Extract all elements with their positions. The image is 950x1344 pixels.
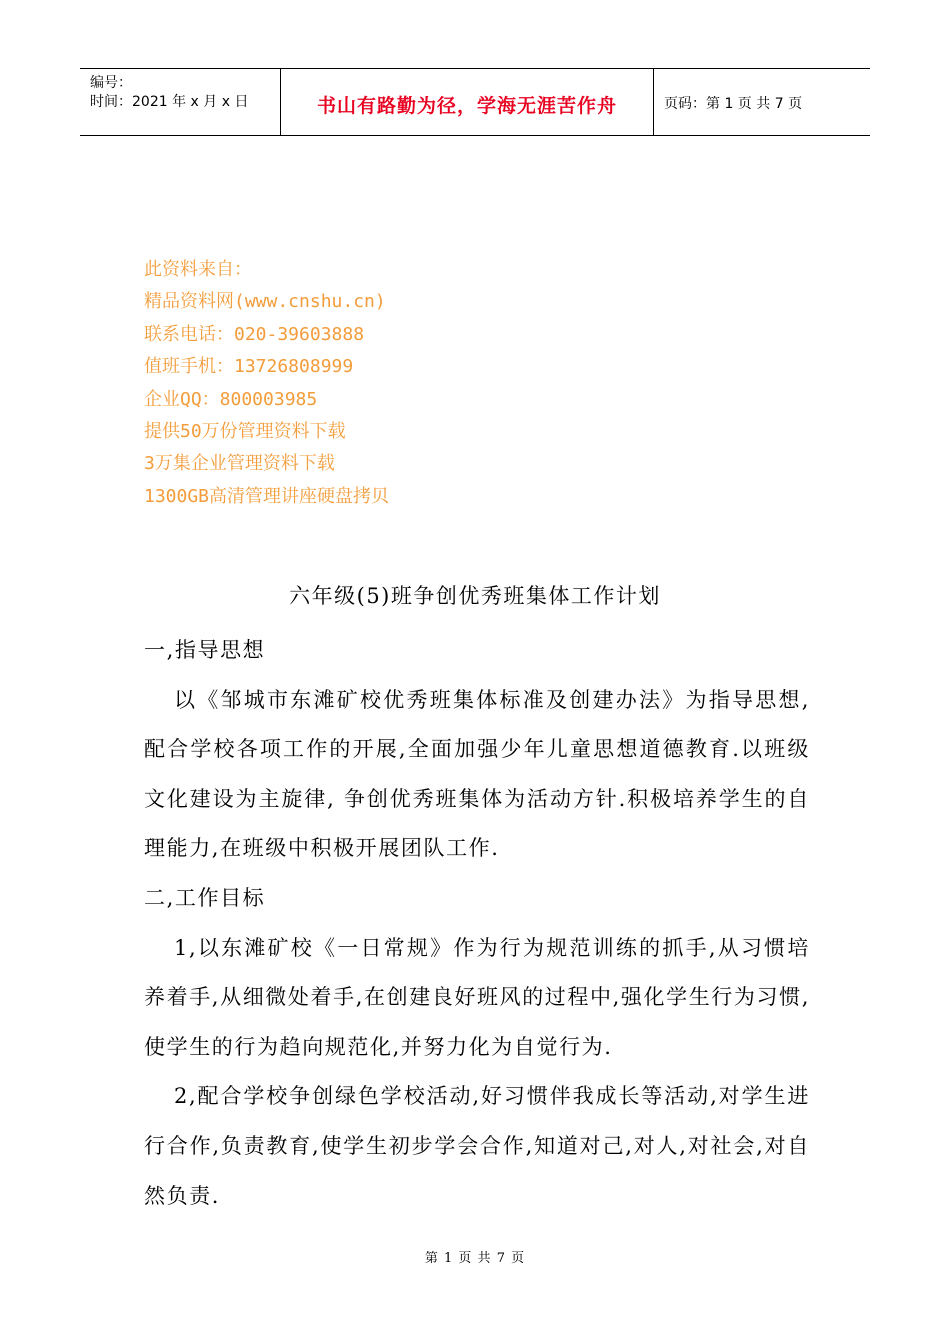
source-line: 企业QQ：800003985: [144, 388, 318, 410]
header-number-label: 编号：: [90, 75, 132, 91]
source-line: 联系电话：020-39603888: [144, 323, 365, 345]
source-line: 精品资料网(www.cnshu.cn): [144, 291, 386, 313]
source-line: 此资料来自：: [144, 259, 252, 280]
header-page-label: 页码：第 1 页 共 7 页: [664, 96, 803, 112]
header-time-label: 时间：2021 年 x 月 x 日: [90, 94, 249, 110]
header-page-cell: [654, 69, 870, 135]
source-line: 3万集企业管理资料下载: [144, 453, 335, 475]
document-title: 六年级(5)班争创优秀班集体工作计划: [289, 584, 661, 608]
document-header: [80, 68, 870, 136]
section-heading: 一,指导思想: [144, 638, 266, 662]
page-footer: 第 1 页 共 7 页: [424, 1251, 526, 1266]
paragraph: 2,配合学校争创绿色学校活动,好习惯伴我成长等活动,对学生进行合作,负责教育,使学生初步学会合作,知道对己,对人,对社会,对自然负责.: [144, 1084, 810, 1208]
source-line: 1300GB高清管理讲座硬盘拷贝: [144, 485, 390, 507]
source-line: 提供50万份管理资料下载: [144, 421, 346, 443]
source-info-block: [144, 254, 389, 513]
source-line: 值班手机：13726808999: [144, 356, 354, 378]
header-meta-cell: [80, 69, 280, 135]
header-motto-cell: [280, 69, 654, 135]
section-heading: 二,工作目标: [144, 885, 266, 910]
document-body: [144, 626, 810, 1221]
paragraph: 以《邹城市东滩矿校优秀班集体标准及创建办法》为指导思想,配合学校各项工作的开展,全面加强少年儿童思想道德教育.以班级文化建设为主旋律, 争创优秀班集体为活动方针.积极培养学生的自理能力,在班级中积极开展团队工作.: [144, 687, 810, 861]
header-motto: 书山有路勤为径，学海无涯苦作舟: [316, 95, 617, 117]
paragraph: 1,以东滩矿校《一日常规》作为行为规范训练的抓手,从习惯培养着手,从细微处着手,在创建良好班风的过程中,强化学生行为习惯,使学生的行为趋向规范化,并努力化为自觉行为.: [144, 935, 810, 1059]
